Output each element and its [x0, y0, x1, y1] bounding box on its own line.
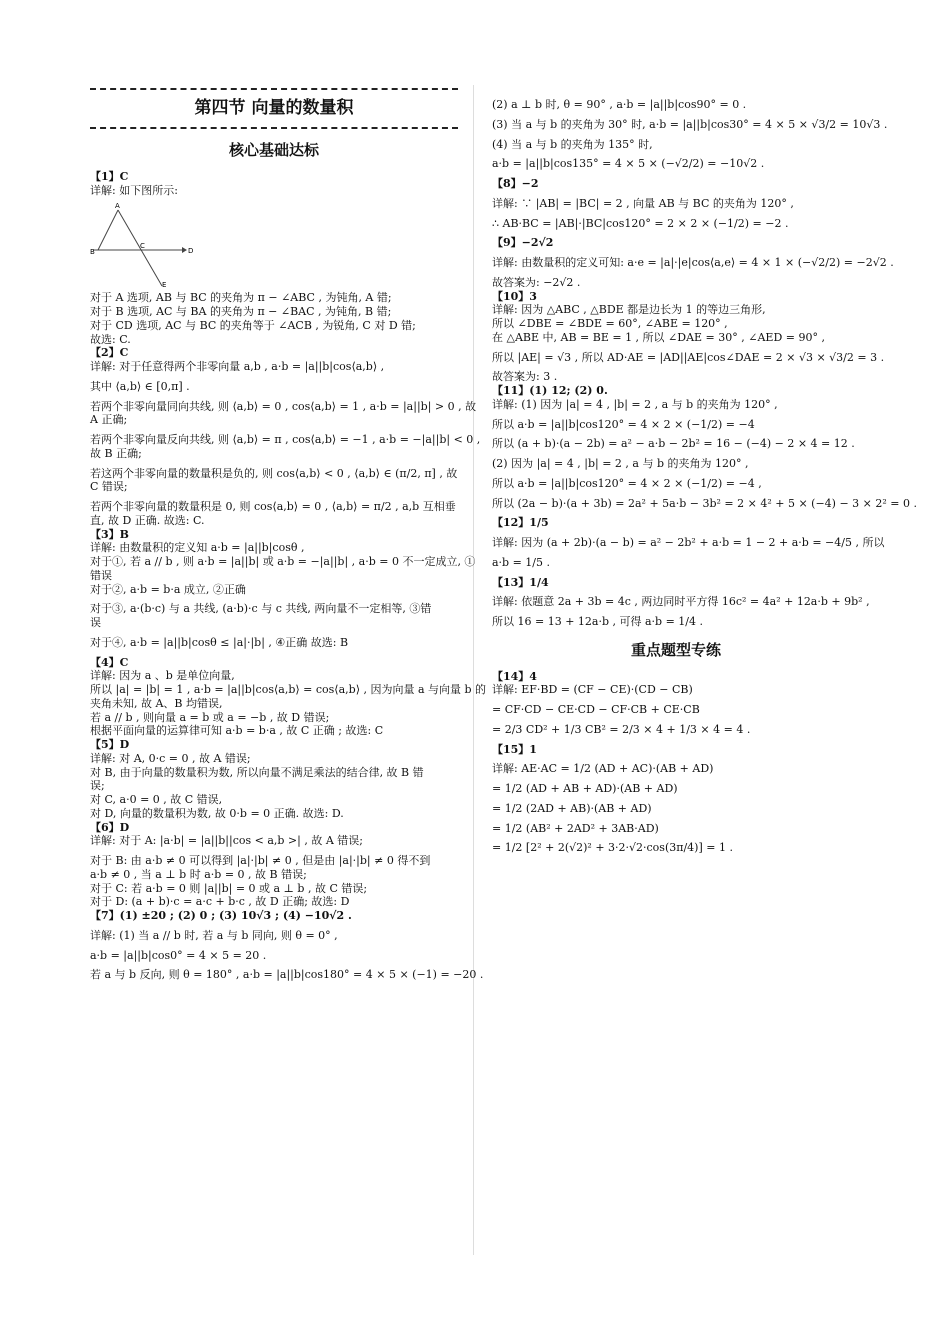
point-a: A [115, 201, 120, 210]
answer-4-line: 若 a // b , 则向量 a = b 或 a = −b , 故 D 错误; [90, 710, 330, 724]
answer-11-line: 所以 (a + b)·(a − 2b) = a² − a·b − 2b² = 16 − (−4) − 2 × 4 = 12 . [492, 437, 855, 451]
point-e: E [162, 280, 167, 288]
answer-10-line: 在 △ABE 中, AB = BE = 1 , 所以 ∠DAE = 30° , ∠AED = 90° , [492, 330, 825, 344]
answer-12-line: a·b = 1/5 . [492, 555, 551, 569]
point-d: D [188, 246, 194, 255]
answer-7-line: a·b = |a||b|cos135° = 4 × 5 × (−√2/2) = −10√2 . [492, 157, 765, 171]
answer-8 [492, 171, 860, 230]
answer-8-head: 【8】−2 [492, 177, 539, 190]
answer-5-line: 对 B, 由于向量的数量积为数, 所以向量不满足乘法的结合律, 故 B 错 [90, 765, 424, 779]
answer-5-line: 误; [90, 779, 105, 793]
answer-9 [492, 230, 894, 289]
answer-7-line: 详解: (1) 当 a // b 时, 若 a 与 b 同向, 则 θ = 0° , [90, 928, 338, 942]
answer-10-line: 所以 ∠DBE = ∠BDE = 60°, ∠ABE = 120° , [492, 317, 728, 330]
answer-10-line: 所以 |AE| = √3 , 所以 AD·AE = |AD||AE|cos∠DAE = 2 × √3 × √3/2 = 3 . [492, 350, 885, 364]
answer-2-line: 直, 故 D 正确. 故选: C. [90, 513, 205, 527]
answer-11-line: (2) 因为 |a| = 4 , |b| = 2 , a 与 b 的夹角为 120° , [492, 457, 749, 470]
answer-10 [492, 289, 885, 385]
top-dashed-rule [90, 88, 458, 90]
answer-2-head: 【2】C [90, 346, 129, 360]
answer-6-head: 【6】D [90, 820, 130, 834]
answer-13 [492, 570, 870, 629]
answer-7-continued [492, 98, 888, 171]
bottom-dashed-rule [90, 127, 458, 129]
answer-15-line: = 1/2 [2² + 2(√2)² + 3·2·√2·cos(3π/4)] = 1 . [492, 841, 733, 855]
answer-3 [90, 527, 476, 650]
answer-1-head: 【1】C [90, 170, 129, 183]
answer-14-line: = CF·CD − CE·CD − CF·CB + CE·CB [492, 703, 700, 716]
answer-2-line: A 正确; [90, 413, 128, 427]
answer-7-line: (4) 当 a 与 b 的夹角为 135° 时, [492, 137, 653, 151]
answer-2-line: 故 B 正确; [90, 446, 142, 460]
column-divider [473, 85, 474, 1255]
arrow-d [182, 247, 187, 253]
answer-1-line: 对于 A 选项, AB 与 BC 的夹角为 π − ∠ABC , 为钝角, A 错; [90, 291, 392, 305]
answer-10-head: 【10】3 [492, 289, 537, 303]
line-ab [98, 210, 118, 250]
answer-4-line: 夹角未知, 故 A、B 均错误, [90, 696, 223, 710]
answer-15-line: = 1/2 (AB² + 2AD² + 3AB·AD) [492, 821, 659, 835]
answer-15-line: = 1/2 (AD + AB + AD)·(AB + AD) [492, 782, 678, 795]
answer-8-line: ∴ AB·BC = |AB|·|BC|cos120° = 2 × 2 × (−1/2) = −2 . [492, 216, 789, 230]
answer-2-line: 若两个非零向量的数量积是 0, 则 cos⟨a,b⟩ = 0 , ⟨a,b⟩ = π/2 , a,b 互相垂 [90, 500, 456, 513]
answer-12-head: 【12】1/5 [492, 516, 549, 530]
answer-1-line: 对于 CD 选项, AC 与 BC 的夹角等于 ∠ACB , 为锐角, C 对 D 错; [90, 318, 416, 332]
subsection-title-core: 核心基础达标 [228, 141, 319, 160]
answer-3-line: 对于④, a·b = |a||b|cosθ ≤ |a|·|b| , ④正确 故选: B [90, 635, 349, 649]
answer-10-line: 详解: 因为 △ABC , △BDE 都是边长为 1 的等边三角形, [492, 303, 766, 317]
answer-4-line: 所以 |a| = |b| = 1 , a·b = |a||b|cos⟨a,b⟩ = cos⟨a,b⟩ , 因为向量 a 与向量 b 的 [90, 683, 487, 696]
answer-1 [90, 170, 458, 346]
answer-11-line: 所以 a·b = |a||b|cos120° = 4 × 2 × (−1/2) = −4 [492, 417, 755, 431]
answer-6-line: 对于 C: 若 a·b = 0 则 |a||b| = 0 或 a ⊥ b , 故 C 错误; [90, 881, 368, 895]
answer-3-line: 错误 [90, 568, 112, 582]
answer-2-line: 若两个非零向量反向共线, 则 ⟨a,b⟩ = π , cos⟨a,b⟩ = −1 , a·b = −|a||b| < 0 , [90, 433, 481, 446]
answer-6-line: a·b ≠ 0 , 当 a ⊥ b 时 a·b = 0 , 故 B 错误; [90, 867, 307, 881]
answer-1-line: 对于 B 选项, AC 与 BA 的夹角为 π − ∠BAC , 为钝角, B 错; [90, 305, 392, 318]
answer-4-line: 详解: 因为 a 、b 是单位向量, [90, 669, 235, 683]
answer-2-line: 其中 ⟨a,b⟩ ∈ [0,π] . [90, 379, 190, 393]
answer-14-line: = 2/3 CD² + 1/3 CB² = 2/3 × 4 + 1/3 × 4 = 4 . [492, 722, 751, 736]
answer-9-head: 【9】−2√2 [492, 236, 554, 250]
answer-3-head: 【3】B [90, 527, 129, 541]
answer-9-line: 故答案为: −2√2 . [492, 275, 581, 289]
answer-8-line: 详解: ∵ |AB| = |BC| = 2 , 向量 AB 与 BC 的夹角为 120° , [492, 196, 794, 210]
answer-3-line: 对于③, a·(b·c) 与 a 共线, (a·b)·c 与 c 共线, 两向量不一定相等, ③错 [90, 602, 432, 616]
answer-4-head: 【4】C [90, 655, 129, 669]
answer-11-line: 所以 (2a − b)·(a + 3b) = 2a² + 5a·b − 3b² = 2 × 4² + 5 × (−4) − 3 × 2² = 0 . [492, 496, 917, 510]
answer-1-line: 故选: C. [90, 332, 131, 346]
answer-15-head: 【15】1 [492, 742, 537, 756]
answer-6-line: 详解: 对于 A: |a·b| = |a||b||cos < a,b >| , 故 A 错误; [90, 834, 363, 848]
answer-15-line: = 1/2 (2AD + AB)·(AB + AD) [492, 801, 652, 815]
answer-6 [90, 821, 458, 910]
answer-14 [492, 670, 860, 737]
answer-2-line: 若这两个非零向量的数量积是负的, 则 cos⟨a,b⟩ < 0 , ⟨a,b⟩ ∈ (π/2, π] , 故 [90, 466, 458, 480]
answer-9-line: 详解: 由数量积的定义可知: a·e = |a|·|e|cos⟨a,e⟩ = 4 × 1 × (−√2/2) = −2√2 . [492, 256, 894, 269]
answer-6-line: 对于 D: (a + b)·c = a·c + b·c , 故 D 正确; 故选: D [90, 895, 350, 909]
answer-5-head: 【5】D [90, 738, 130, 751]
answer-14-line: 详解: EF·BD = (CF − CE)·(CD − CB) [492, 683, 693, 697]
answer-7-line: (2) a ⊥ b 时, θ = 90° , a·b = |a||b|cos90° = 0 . [492, 98, 747, 111]
right-column [492, 0, 917, 855]
answer-7-line: (3) 当 a 与 b 的夹角为 30° 时, a·b = |a||b|cos30° = 4 × 5 × √3/2 = 10√3 . [492, 117, 888, 131]
point-c: C [140, 241, 145, 250]
answer-7 [90, 909, 484, 982]
left-column [90, 0, 487, 982]
answer-3-line: 对于①, 若 a // b , 则 a·b = |a||b| 或 a·b = −|a||b| , a·b = 0 不一定成立, ① [90, 555, 476, 568]
answer-5-line: 对 D, 向量的数量积为数, 故 0·b = 0 正确. 故选: D. [90, 806, 344, 820]
answer-2-line: 详解: 对于任意得两个非零向量 a,b , a·b = |a||b|cos⟨a,b⟩ , [90, 360, 385, 373]
answer-7-line: a·b = |a||b|cos0° = 4 × 5 = 20 . [90, 948, 267, 962]
triangle-diagram [90, 200, 200, 288]
section-title: 第四节 向量的数量积 [194, 98, 354, 118]
answer-11 [492, 384, 917, 510]
subsection-title-key: 重点题型专练 [630, 640, 721, 659]
answer-14-head: 【14】4 [492, 669, 537, 683]
answer-1-line: 详解: 如下图所示: [90, 183, 178, 197]
answer-6-line: 对于 B: 由 a·b ≠ 0 可以得到 |a|·|b| ≠ 0 , 但是由 |a|·|b| ≠ 0 得不到 [90, 854, 431, 867]
answer-15-line: 详解: AE·AC = 1/2 (AD + AC)·(AB + AD) [492, 762, 714, 776]
answer-3-line: 详解: 由数量积的定义知 a·b = |a||b|cosθ , [90, 541, 305, 555]
answer-4-line: 根据平面向量的运算律可知 a·b = b·a , 故 C 正确 ; 故选: C [90, 724, 384, 738]
answer-11-head: 【11】(1) 12; (2) 0. [492, 384, 608, 397]
answer-2-line: 若两个非零向量同向共线, 则 ⟨a,b⟩ = 0 , cos⟨a,b⟩ = 1 , a·b = |a||b| > 0 , 故 [90, 399, 477, 413]
answer-3-line: 对于②, a·b = b·a 成立, ②正确 [90, 582, 246, 596]
answer-7-head: 【7】(1) ±20 ; (2) 0 ; (3) 10√3 ; (4) −10√2 . [90, 909, 352, 922]
point-b: B [90, 247, 95, 256]
answer-5-line: 对 C, a·0 = 0 , 故 C 错误, [90, 793, 223, 806]
answer-5 [90, 738, 458, 821]
answer-10-line: 故答案为: 3 . [492, 370, 558, 384]
answer-11-line: 所以 a·b = |a||b|cos120° = 4 × 2 × (−1/2) = −4 , [492, 476, 762, 490]
answer-7-line: 若 a 与 b 反向, 则 θ = 180° , a·b = |a||b|cos180° = 4 × 5 × (−1) = −20 . [90, 968, 484, 982]
answer-15 [492, 737, 860, 856]
answer-2-line: C 错误; [90, 480, 128, 494]
answer-5-line: 详解: 对 A, 0·c = 0 , 故 A 错误; [90, 751, 251, 765]
answer-4 [90, 650, 487, 739]
answer-13-line: 详解: 依题意 2a + 3b = 4c , 两边同时平方得 16c² = 4a² + 12a·b + 9b² , [492, 595, 870, 609]
answer-12 [492, 510, 885, 569]
answer-11-line: 详解: (1) 因为 |a| = 4 , |b| = 2 , a 与 b 的夹角为 120° , [492, 397, 778, 411]
answer-13-line: 所以 16 = 13 + 12a·b , 可得 a·b = 1/4 . [492, 615, 703, 628]
answer-12-line: 详解: 因为 (a + 2b)·(a − b) = a² − 2b² + a·b = 1 − 2 + a·b = −4/5 , 所以 [492, 536, 885, 549]
answer-3-line: 误 [90, 616, 101, 629]
answer-2 [90, 346, 481, 527]
answer-13-head: 【13】1/4 [492, 575, 549, 589]
